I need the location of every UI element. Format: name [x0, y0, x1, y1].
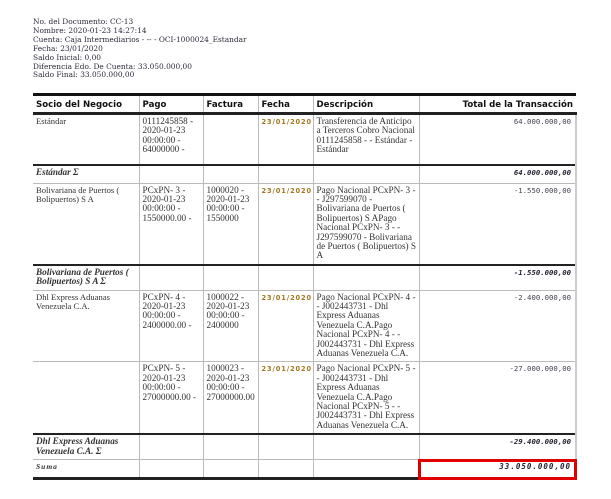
- cell-fecha: 23/01/2020: [258, 362, 313, 434]
- initial-balance: Saldo Inicial: 0,00: [33, 52, 101, 62]
- account: Cuenta: Caja Intermediarios - -- - OCI-1000024_Estandar: [33, 34, 247, 44]
- cell-factura: 1000022 - 2020-01-23 00:00:00 - 2400000: [203, 290, 258, 362]
- cell-factura: 1000020 - 2020-01-23 00:00:00 - 1550000: [203, 183, 258, 265]
- col-factura: Factura: [203, 95, 258, 114]
- cell-fecha: 23/01/2020: [258, 290, 313, 362]
- subtotal-amount: -1.550.000,00: [419, 265, 576, 290]
- cell-factura: 1000023 - 2020-01-23 00:00:00 - 27000000.00: [203, 362, 258, 434]
- document-number: No. del Documento: CC-13: [33, 17, 134, 26]
- cell-factura: [203, 114, 258, 165]
- cell-descripcion: Pago Nacional PCxPN- 3 - - J297599070 - Bolivariana de Puertos ( Bolipuertos) S APago Nacional PCxPN- 3 - - J297599070 - Bolivariana de Puertos ( Bolipuertos) S A: [313, 183, 419, 265]
- subtotal-amount: 64.000.000,00: [419, 165, 576, 184]
- document-name: Nombre: 2020-01-23 14:27:14: [33, 25, 147, 35]
- final-balance: Saldo Final: 33.050.000,00: [33, 70, 135, 80]
- cell-descripcion: Pago Nacional PCxPN- 4 - - J002443731 - Dhl Express Aduanas Venezuela C.A.Pago Nacional PCxPN- 4 - - J002443731 - Dhl Express Aduanas Venezuela C.A.: [313, 290, 419, 362]
- sum-row: [33, 460, 576, 479]
- table-row: [33, 290, 576, 362]
- table-header-row: [33, 95, 576, 114]
- statement-difference: Diferencia Edo. De Cuenta: 33.050.000,00: [33, 61, 192, 71]
- col-total: Total de la Transacción: [419, 95, 576, 114]
- col-socio: Socio del Negocio: [33, 95, 139, 114]
- document-header: [33, 18, 247, 80]
- cell-socio: [33, 362, 139, 434]
- cell-socio: Estándar: [33, 114, 139, 165]
- cell-descripcion: Pago Nacional PCxPN- 5 - - J002443731 - Dhl Express Aduanas Venezuela C.A.Pago Nacional PCxPN- 5 - - J002443731 - Dhl Express Aduanas Venezuela C.A.: [313, 362, 419, 434]
- subtotal-label: Bolivariana de Puertos ( Bolipuertos) S A Σ: [33, 265, 139, 290]
- cell-total: -2.400.000,00: [419, 290, 576, 362]
- col-descripcion: Descripción: [313, 95, 419, 114]
- subtotal-row: [33, 165, 576, 184]
- col-pago: Pago: [139, 95, 203, 114]
- cell-total: -1.550.000,00: [419, 183, 576, 265]
- subtotal-label: Dhl Express Aduanas Venezuela C.A. Σ: [33, 434, 139, 459]
- date: Fecha: 23/01/2020: [33, 43, 103, 53]
- sum-amount-highlighted: 33.050.000,00: [419, 460, 576, 479]
- sum-label: Suma: [33, 460, 139, 479]
- cell-pago: PCxPN- 5 - 2020-01-23 00:00:00 - 27000000.00 -: [139, 362, 203, 434]
- cell-socio: Dhl Express Aduanas Venezuela C.A.: [33, 290, 139, 362]
- subtotal-amount: -29.400.000,00: [419, 434, 576, 459]
- table-row: [33, 362, 576, 434]
- col-fecha: Fecha: [258, 95, 313, 114]
- cell-pago: PCxPN- 4 - 2020-01-23 00:00:00 - 2400000.00 -: [139, 290, 203, 362]
- cell-fecha: 23/01/2020: [258, 114, 313, 165]
- cell-pago: PCxPN- 3 - 2020-01-23 00:00:00 - 1550000.00 -: [139, 183, 203, 265]
- cell-fecha: 23/01/2020: [258, 183, 313, 265]
- cell-pago: 0111245858 - 2020-01-23 00:00:00 - 64000000 -: [139, 114, 203, 165]
- cell-total: 64.000.000,00: [419, 114, 576, 165]
- subtotal-label: Estándar Σ: [33, 165, 139, 184]
- subtotal-row: [33, 434, 576, 459]
- cell-socio: Bolivariana de Puertos ( Bolipuertos) S A: [33, 183, 139, 265]
- cell-descripcion: Transferencia de Anticipo a Terceros Cobro Nacional 0111245858 - - Estándar - Estándar: [313, 114, 419, 165]
- cell-total: -27.000.000,00: [419, 362, 576, 434]
- table-row: [33, 114, 576, 165]
- subtotal-row: [33, 265, 576, 290]
- transactions-table: [33, 93, 577, 480]
- table-row: [33, 183, 576, 265]
